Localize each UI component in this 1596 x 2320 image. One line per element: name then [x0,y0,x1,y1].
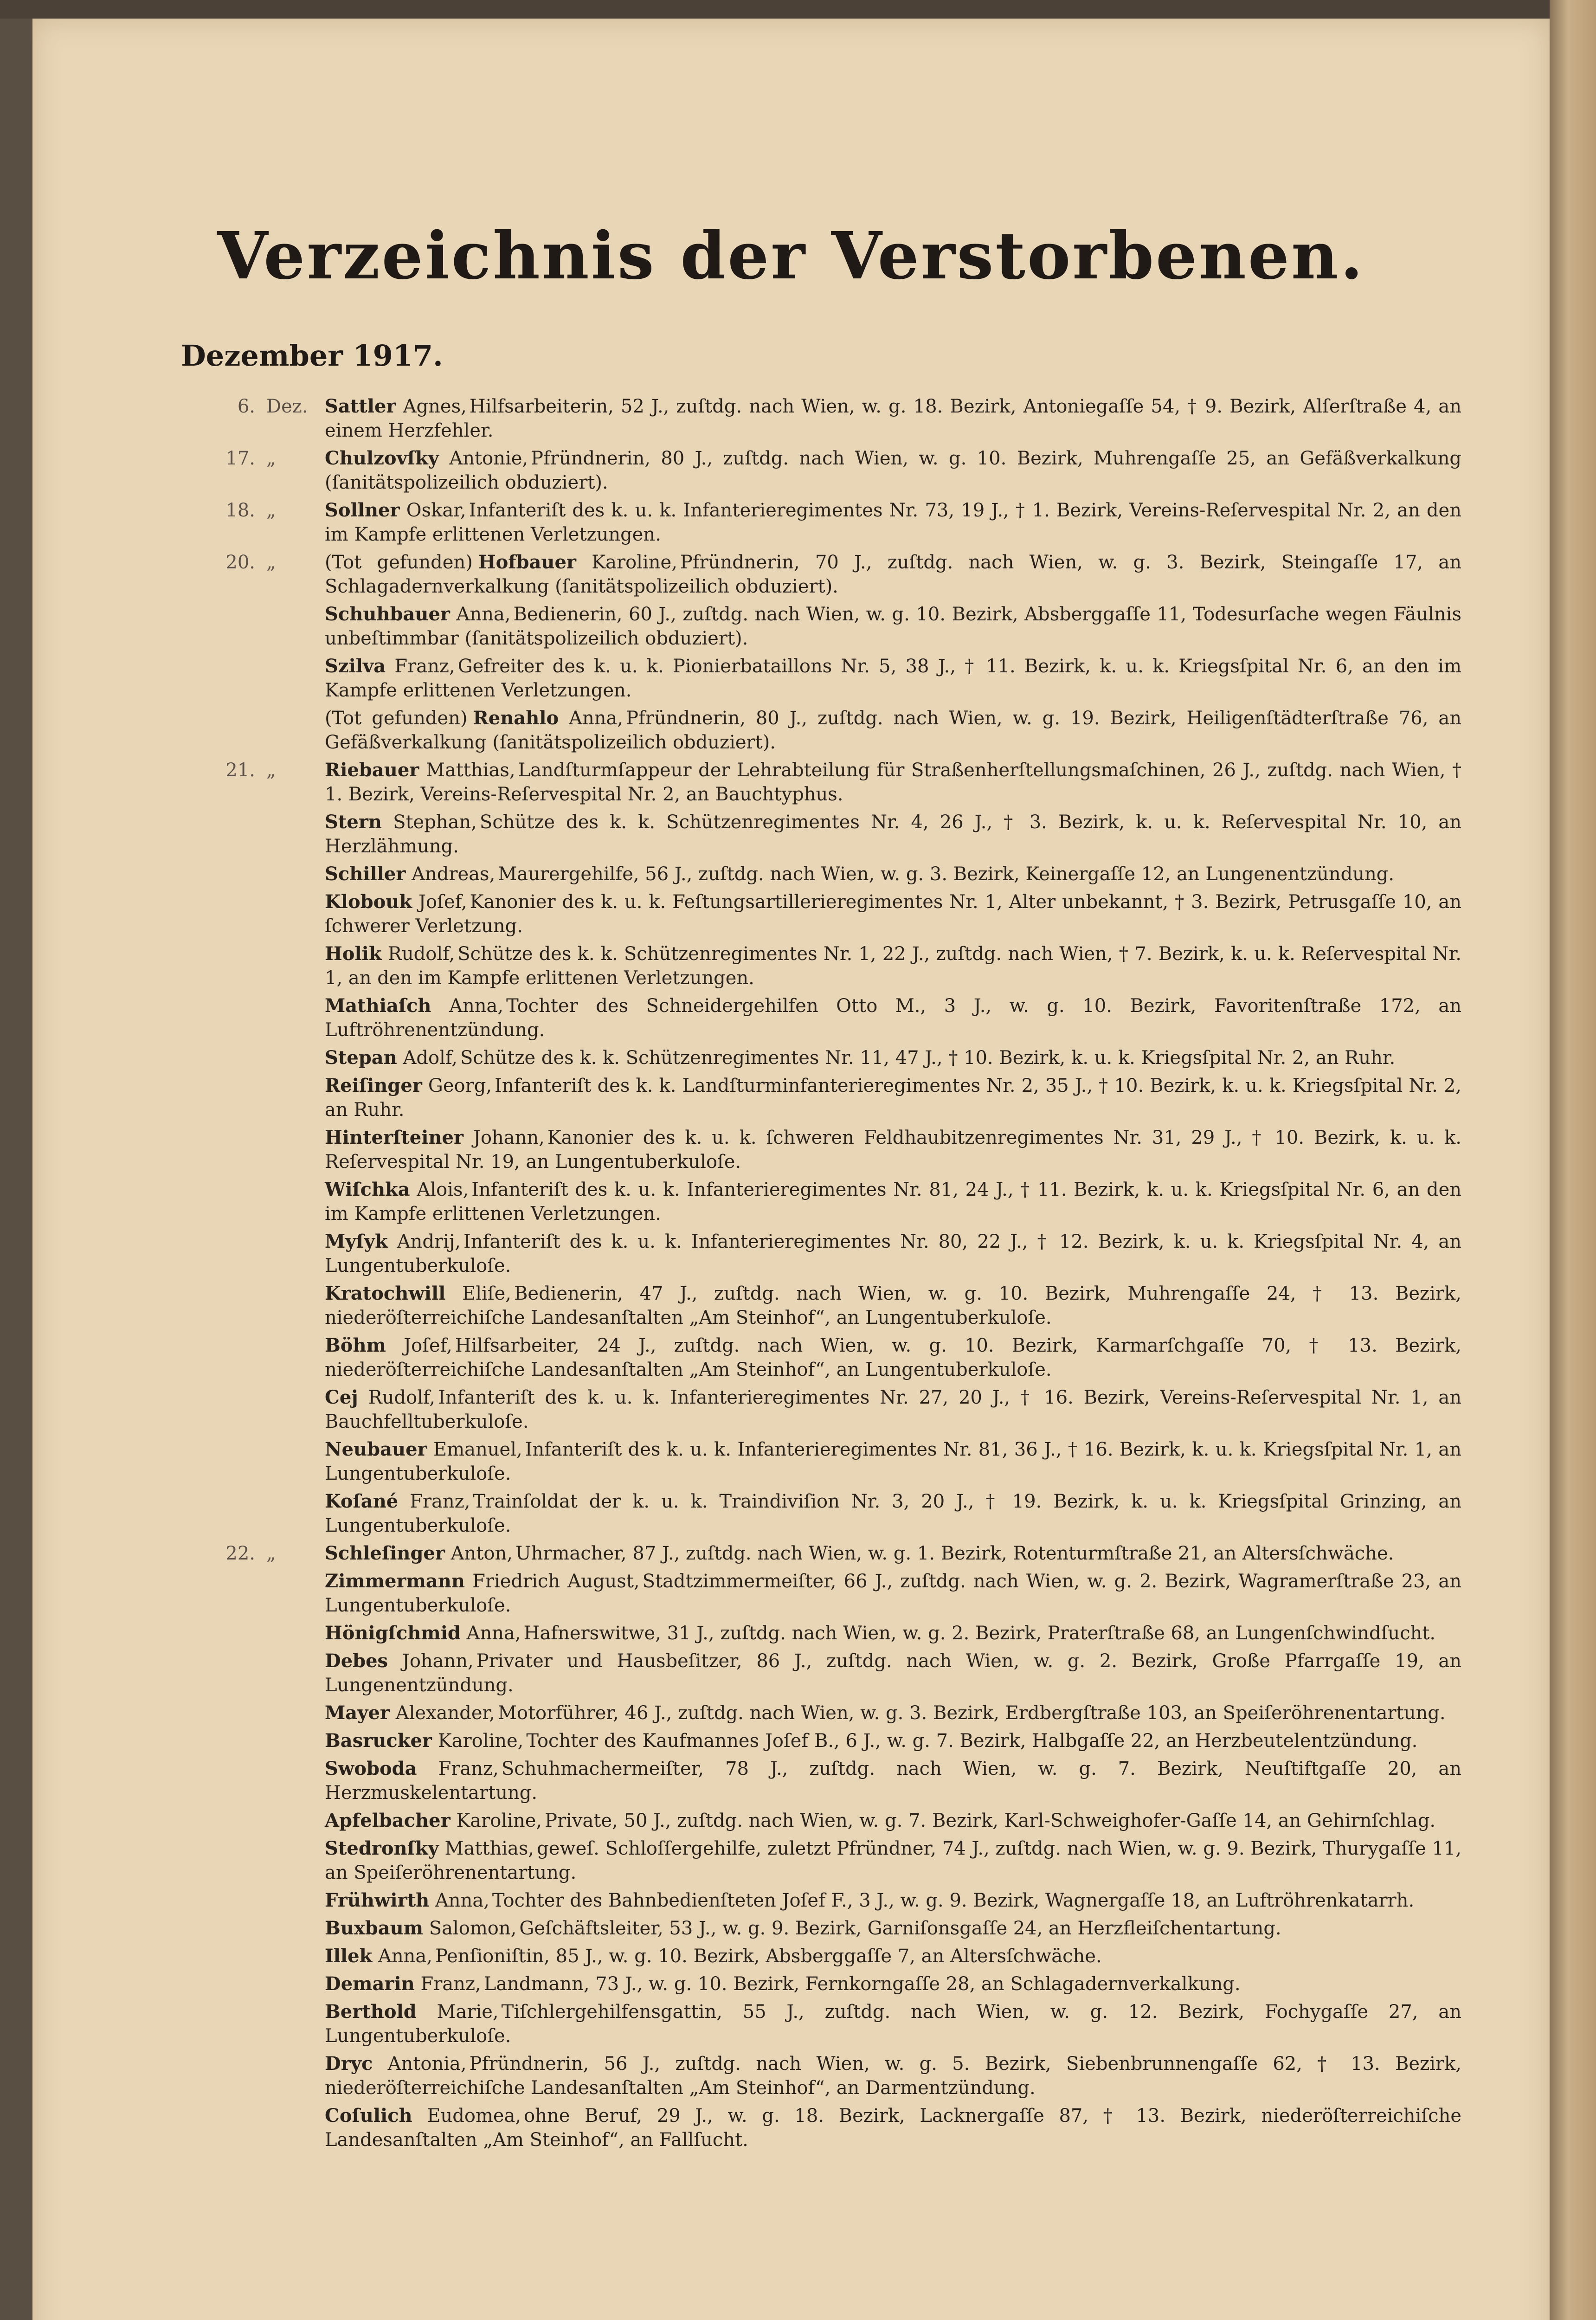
entry-date [172,706,325,730]
entry-row [172,498,1461,547]
entry-date [172,994,325,1018]
entry-text [325,890,1461,938]
entry-text [325,810,1461,858]
entry-surname: Stedronſky [325,1837,439,1859]
entry-given-name: Franz, [438,1758,499,1779]
entry-surname: Coſulich [325,2105,412,2127]
entry-row [172,602,1461,651]
month-heading: Dezember 1917. [181,339,443,373]
entry-date [172,2052,325,2076]
entry-text [325,1888,1461,1913]
document-page [32,19,1550,2320]
entry-given-name: Eliſe, [462,1283,511,1304]
entry-date [172,1888,325,1913]
entry-surname: Böhm [325,1334,386,1356]
entry-prefix: (Tot gefunden) [325,708,468,729]
entry-date [172,1837,325,1861]
entry-surname: Mayer [325,1702,390,1724]
entry-text [325,862,1461,886]
entry-given-name: Georg, [428,1075,492,1096]
entry-surname: Schuhbauer [325,603,450,625]
entry-text [325,1334,1461,1382]
entry-row [172,2104,1461,2152]
entry-details: geweſ. Schloſſergehilfe, zuletzt Pfründner, 74 J., zuſtdg. nach Wien, w. g. 9. Bezirk, Thurygaſſe 11, an Speiſeröhrenentartung. [325,1838,1462,1883]
entry-text [325,1074,1461,1122]
entry-text [325,1541,1461,1566]
entry-row [172,1541,1461,1566]
entry-row [172,1126,1461,1174]
entry-date [172,394,325,419]
entry-date [172,1282,325,1306]
entry-row [172,862,1461,886]
entry-details: Stadtzimmermeiſter, 66 J., zuſtdg. nach Wien, w. g. 2. Bezirk, Wagramerſtraße 23, an Lungentuberkuloſe. [325,1571,1462,1616]
entry-details: Kanonier des k. u. k. ſchweren Feldhaubitzenregimentes Nr. 31, 29 J., † 10. Bezirk, k. u. k. Reſervespital Nr. 19, an Lungentuberkuloſe. [325,1127,1461,1173]
entry-row [172,758,1461,806]
entry-details: Infanteriſt des k. u. k. Infanterieregimentes Nr. 73, 19 J., † 1. Bezirk, Vereins-Reſervespital Nr. 2, an den im Kampfe erlittenen Verletzungen. [325,500,1461,545]
entry-surname: Buxbaum [325,1917,424,1939]
entry-date [172,1334,325,1358]
entry-text [325,942,1461,990]
entry-details: ohne Beruf, 29 J., w. g. 18. Bezirk, Lacknergaſſe 87, † 13. Bezirk, niederöſterreichiſche Landesanſtalten „Am Steinhof“, an Fallſucht. [325,2105,1462,2151]
entry-date [172,1649,325,1673]
entry-surname: Klobouk [325,891,412,913]
entry-text [325,1437,1461,1486]
entry-given-name: Anna, [466,1623,521,1644]
entry-surname: Mathiaſch [325,995,431,1017]
entry-details: Gefreiter des k. u. k. Pionierbataillons Nr. 5, 38 J., † 11. Bezirk, k. u. k. Kriegsſpital Nr. 6, an den im Kampfe erlittenen Verletzungen. [325,656,1461,701]
entry-details: Uhrmacher, 87 J., zuſtdg. nach Wien, w. g. 1. Bezirk, Rotenturmſtraße 21, an Altersſchwäche. [515,1543,1394,1564]
entry-date [172,1809,325,1833]
entry-details: Tochter des Schneidergehilfen Otto M., 3 J., w. g. 10. Bezirk, Favoritenſtraße 172, an Luftröhrenentzündung. [325,995,1462,1041]
entry-text [325,1649,1461,1697]
entry-details: Infanteriſt des k. u. k. Infanterieregimentes Nr. 27, 20 J., † 16. Bezirk, Vereins-Reſervespital Nr. 1, an Bauchfelltuberkuloſe. [325,1387,1462,1432]
entry-date [172,758,325,782]
entry-given-name: Anna, [569,708,624,729]
entry-given-name: Franz, [420,1973,481,1995]
page-title: Verzeichnis der Verstorbenen. [217,218,1365,294]
entry-details: Pfründnerin, 70 J., zuſtdg. nach Wien, w. g. 3. Bezirk, Steingaſſe 17, an Schlagadernverkalkung (ſanitätspolizeilich obduziert). [325,552,1461,597]
entry-date [172,1972,325,1996]
entry-day: 17. [225,448,255,469]
entry-surname: Hönigſchmid [325,1622,461,1644]
entry-date [172,1489,325,1514]
entry-given-name: Anton, [450,1543,513,1564]
entry-text [325,2052,1461,2100]
entry-row [172,1916,1461,1940]
entry-row [172,1757,1461,1805]
entry-surname: Apfelbacher [325,1810,450,1831]
entry-surname: Debes [325,1650,388,1672]
entry-details: Pfründnerin, 80 J., zuſtdg. nach Wien, w. g. 19. Bezirk, Heiligenſtädterſtraße 76, an Gefäßverkalkung (ſanitätspolizeilich obduziert). [325,708,1461,753]
entry-row [172,706,1461,754]
entry-date [172,550,325,574]
entry-surname: Berthold [325,2001,417,2023]
entry-date [172,1916,325,1940]
entry-date [172,654,325,678]
entry-surname: Hinterſteiner [325,1127,464,1148]
entry-row [172,1944,1461,1968]
entry-surname: Kratochwill [325,1282,446,1304]
entry-given-name: Anna, [378,1946,432,1967]
entry-surname: Schleſinger [325,1542,445,1564]
entry-month: Dez. [266,396,308,417]
entry-row [172,394,1461,443]
entry-text [325,1178,1461,1226]
entry-date [172,446,325,470]
entry-row [172,1074,1461,1122]
entry-date [172,1178,325,1202]
entry-surname: Szilva [325,655,386,677]
entry-surname: Riebauer [325,759,419,781]
entry-row [172,890,1461,938]
entry-date [172,810,325,834]
entry-day: 22. [225,1543,255,1564]
entry-row [172,654,1461,702]
entry-given-name: Salomon, [429,1918,517,1939]
entry-details: Penſioniſtin, 85 J., w. g. 10. Bezirk, Absberggaſſe 7, an Altersſchwäche. [435,1946,1102,1967]
scan-top-edge [0,0,1596,19]
entry-text [325,654,1461,702]
entry-text [325,758,1461,806]
entry-text [325,550,1461,599]
scan-right-edge [1550,0,1596,2320]
entry-text [325,1916,1461,1940]
entry-text [325,1282,1461,1330]
entry-row [172,1334,1461,1382]
entry-date [172,1944,325,1968]
entry-row [172,1437,1461,1486]
entry-surname: Holik [325,943,382,965]
entry-given-name: Matthias, [444,1838,534,1859]
entry-surname: Koſané [325,1490,399,1512]
entry-text [325,1837,1461,1885]
entry-details: Geſchäftsleiter, 53 J., w. g. 9. Bezirk, Garniſonsgaſſe 24, an Herzfleiſchentartung. [519,1918,1281,1939]
entry-given-name: Anna, [449,995,504,1017]
entry-row [172,1701,1461,1725]
entry-row [172,1972,1461,1996]
entry-given-name: Rudolf, [368,1387,436,1408]
entry-given-name: Alexander, [395,1702,495,1724]
entry-given-name: Agnes, [403,396,467,417]
entry-text [325,1757,1461,1805]
entry-given-name: Johann, [473,1127,545,1148]
entry-month: „ [266,1543,276,1564]
entry-text [325,994,1461,1042]
entry-date [172,942,325,966]
entry-text [325,602,1461,651]
entry-surname: Basrucker [325,1730,432,1752]
entry-surname: Schiller [325,863,406,885]
entry-row [172,1729,1461,1753]
entry-date [172,862,325,886]
entry-month: „ [266,500,276,521]
entry-date [172,890,325,914]
entry-text [325,2104,1461,2152]
entry-details: Infanteriſt des k. u. k. Infanterieregimentes Nr. 80, 22 J., † 12. Bezirk, k. u. k. Kriegsſpital Nr. 4, an Lungentuberkuloſe. [325,1231,1461,1276]
death-register-list [172,394,1461,2156]
entry-details: Trainſoldat der k. u. k. Traindiviſion Nr. 3, 20 J., † 19. Bezirk, k. u. k. Kriegsſpital Grinzing, an Lungentuberkuloſe. [325,1491,1461,1536]
entry-date [172,1729,325,1753]
entry-given-name: Anna, [435,1890,489,1911]
entry-surname: Sattler [325,395,396,417]
entry-details: Hilfsarbeiterin, 52 J., zuſtdg. nach Wien, w. g. 18. Bezirk, Antoniegaſſe 54, † 9. Bezirk, Alſerſtraße 4, an einem Herzfehler. [325,396,1462,441]
entry-text [325,1569,1461,1618]
entry-date [172,1126,325,1150]
entry-day: 18. [225,500,255,521]
entry-given-name: Anna, [456,604,511,625]
entry-surname: Wiſchka [325,1179,410,1200]
entry-details: Privater und Hausbeſitzer, 86 J., zuſtdg. nach Wien, w. g. 2. Bezirk, Große Pfarrgaſſe 19, an Lungenentzündung. [325,1650,1461,1696]
entry-given-name: Antonie, [449,448,528,469]
entry-row [172,1649,1461,1697]
entry-details: Landſturmſappeur der Lehrabteilung für Straßenherſtellungsmaſchinen, 26 J., zuſtdg. nach Wien, † 1. Bezirk, Vereins-Reſervespital Nr. 2, an Bauchtyphus. [325,760,1462,805]
entry-surname: Swoboda [325,1758,417,1779]
entry-details: Landmann, 73 J., w. g. 10. Bezirk, Fernkorngaſſe 28, an Schlagadernverkalkung. [483,1973,1241,1995]
entry-row [172,1809,1461,1833]
entry-given-name: Karoline, [592,552,677,573]
entry-given-name: Joſef, [418,891,467,913]
entry-details: Tochter des Bahnbedienſteten Joſef F., 3 J., w. g. 9. Bezirk, Wagnergaſſe 18, an Luftröhrenkatarrh. [492,1890,1415,1911]
entry-row [172,1888,1461,1913]
entry-details: Schuhmachermeiſter, 78 J., zuſtdg. nach Wien, w. g. 7. Bezirk, Neuſtiftgaſſe 20, an Herzmuskelentartung. [325,1758,1462,1804]
entry-given-name: Eudomea, [427,2105,521,2127]
entry-given-name: Matthias, [426,760,515,781]
entry-text [325,1729,1461,1753]
entry-given-name: Karoline, [456,1810,542,1831]
entry-row [172,1282,1461,1330]
entry-text [325,1944,1461,1968]
entry-date [172,2104,325,2128]
entry-details: Tochter des Kaufmannes Joſef B., 6 J., w. g. 7. Bezirk, Halbgaſſe 22, an Herzbeutelentzündung. [526,1730,1418,1752]
entry-given-name: Friedrich August, [472,1571,640,1592]
entry-date [172,2000,325,2024]
entry-details: Schütze des k. k. Schützenregimentes Nr. 11, 47 J., † 10. Bezirk, k. u. k. Kriegsſpital Nr. 2, an Ruhr. [460,1047,1396,1069]
entry-text [325,1621,1461,1645]
entry-surname: Neubauer [325,1438,427,1460]
entry-text [325,1972,1461,1996]
entry-given-name: Antonia, [387,2053,467,2075]
entry-surname: Stern [325,811,382,833]
entry-surname: Zimmermann [325,1570,465,1592]
entry-text [325,1386,1461,1434]
entry-row [172,1621,1461,1645]
entry-row [172,1178,1461,1226]
entry-given-name: Rudolf, [387,943,455,965]
entry-text [325,706,1461,754]
entry-row [172,2000,1461,2048]
entry-given-name: Alois, [417,1179,469,1200]
entry-details: Kanonier des k. u. k. Feſtungsartillerieregimentes Nr. 1, Alter unbekannt, † 3. Bezirk, Petrusgaſſe 10, an ſchwerer Verletzung. [325,891,1461,937]
entry-date [172,1569,325,1593]
entry-given-name: Franz, [394,656,455,677]
entry-details: Maurergehilfe, 56 J., zuſtdg. nach Wien, w. g. 3. Bezirk, Keinergaſſe 12, an Lungenentzündung. [498,864,1395,885]
entry-details: Tiſchlergehilfensgattin, 55 J., zuſtdg. nach Wien, w. g. 12. Bezirk, Fochygaſſe 27, an Lungentuberkuloſe. [325,2001,1461,2047]
entry-row [172,994,1461,1042]
entry-surname: Demarin [325,1973,415,1995]
entry-details: Infanteriſt des k. u. k. Infanterieregimentes Nr. 81, 36 J., † 16. Bezirk, k. u. k. Kriegsſpital Nr. 1, an Lungentuberkuloſe. [325,1439,1461,1484]
entry-date [172,1046,325,1070]
entry-given-name: Adolf, [403,1047,457,1069]
entry-details: Motorführer, 46 J., zuſtdg. nach Wien, w. g. 3. Bezirk, Erdbergſtraße 103, an Speiſeröhrenentartung. [497,1702,1446,1724]
entry-surname: Myſyk [325,1231,388,1252]
entry-surname: Reiſinger [325,1075,422,1096]
entry-given-name: Franz, [410,1491,470,1512]
entry-surname: Dryc [325,2053,373,2075]
entry-given-name: Joſef, [404,1335,452,1356]
entry-date [172,602,325,626]
entry-surname: Cej [325,1386,358,1408]
entry-text [325,1126,1461,1174]
entry-details: Pfründnerin, 56 J., zuſtdg. nach Wien, w. g. 5. Bezirk, Siebenbrunnengaſſe 62, † 13. Bezirk, niederöſterreichiſche Landesanſtalten „Am Steinhof“, an Darmentzündung. [325,2053,1462,2099]
entry-month: „ [266,552,276,573]
entry-date [172,1757,325,1781]
entry-given-name: Johann, [402,1650,474,1672]
entry-date [172,1621,325,1645]
entry-text [325,1230,1461,1278]
entry-details: Hilfsarbeiter, 24 J., zuſtdg. nach Wien, w. g. 10. Bezirk, Karmarſchgaſſe 70, † 13. Bezirk, niederöſterreichiſche Landesanſtalten „Am Steinhof“, an Lungentuberkuloſe. [325,1335,1461,1380]
entry-row [172,1569,1461,1618]
entry-details: Infanteriſt des k. k. Landſturminfanterieregimentes Nr. 2, 35 J., † 10. Bezirk, k. u. k. Kriegsſpital Nr. 2, an Ruhr. [325,1075,1461,1121]
entry-given-name: Oskar, [406,500,466,521]
entry-details: Private, 50 J., zuſtdg. nach Wien, w. g. 7. Bezirk, Karl-Schweighofer-Gaſſe 14, an Gehirnſchlag. [545,1810,1436,1831]
entry-month: „ [266,760,276,781]
entry-text [325,1046,1461,1070]
entry-row [172,1837,1461,1885]
entry-row [172,550,1461,599]
entry-surname: Frühwirth [325,1889,430,1911]
entry-text [325,446,1461,495]
entry-row [172,1046,1461,1070]
entry-surname: Hofbauer [478,551,576,573]
entry-text [325,1489,1461,1538]
entry-row [172,1489,1461,1538]
entry-given-name: Marie, [437,2001,499,2023]
entry-month: „ [266,448,276,469]
entry-date [172,1074,325,1098]
entry-row [172,2052,1461,2100]
entry-given-name: Andreas, [412,864,496,885]
entry-details: Bedienerin, 47 J., zuſtdg. nach Wien, w. g. 10. Bezirk, Muhrengaſſe 24, † 13. Bezirk, niederöſterreichiſche Landesanſtalten „Am Steinhof“, an Lungentuberkuloſe. [325,1283,1461,1328]
entry-day: 20. [225,552,255,573]
entry-row [172,810,1461,858]
entry-day: 21. [225,760,255,781]
entry-text [325,1809,1461,1833]
entry-date [172,498,325,522]
entry-surname: Illek [325,1945,373,1967]
entry-surname: Chulzovſky [325,447,439,469]
entry-row [172,1230,1461,1278]
entry-prefix: (Tot gefunden) [325,552,473,573]
entry-given-name: Stephan, [393,812,477,833]
entry-details: Bedienerin, 60 J., zuſtdg. nach Wien, w. g. 10. Bezirk, Absberggaſſe 11, Todesurſache wegen Fäulnis unbeſtimmbar (ſanitätspolizeilich obduziert). [325,604,1461,649]
entry-date [172,1701,325,1725]
entry-date [172,1541,325,1566]
entry-date [172,1230,325,1254]
entry-row [172,942,1461,990]
entry-details: Schütze des k. k. Schützenregimentes Nr. 4, 26 J., † 3. Bezirk, k. u. k. Reſervespital Nr. 10, an Herzlähmung. [325,812,1462,857]
entry-text [325,1701,1461,1725]
entry-details: Infanteriſt des k. u. k. Infanterieregimentes Nr. 81, 24 J., † 11. Bezirk, k. u. k. Kriegsſpital Nr. 6, an den im Kampfe erlittenen Verletzungen. [325,1179,1461,1224]
entry-given-name: Emanuel, [433,1439,522,1460]
entry-date [172,1386,325,1410]
entry-text [325,2000,1461,2048]
entry-row [172,1386,1461,1434]
entry-given-name: Andrij, [397,1231,461,1252]
entry-day: 6. [237,396,255,417]
entry-surname: Stepan [325,1047,397,1069]
entry-given-name: Karoline, [438,1730,524,1752]
entry-surname: Sollner [325,499,400,521]
entry-surname: Renahlo [473,707,559,729]
entry-details: Hafnerswitwe, 31 J., zuſtdg. nach Wien, w. g. 2. Bezirk, Praterſtraße 68, an Lungenſchwindſucht. [523,1623,1436,1644]
entry-text [325,498,1461,547]
entry-date [172,1437,325,1462]
entry-details: Pfründnerin, 80 J., zuſtdg. nach Wien, w. g. 10. Bezirk, Muhrengaſſe 25, an Gefäßverkalkung (ſanitätspolizeilich obduziert). [325,448,1461,493]
entry-details: Schütze des k. k. Schützenregimentes Nr. 1, 22 J., zuſtdg. nach Wien, † 7. Bezirk, k. u. k. Reſervespital Nr. 1, an den im Kampfe erlittenen Verletzungen. [325,943,1461,989]
entry-text [325,394,1461,443]
entry-row [172,446,1461,495]
